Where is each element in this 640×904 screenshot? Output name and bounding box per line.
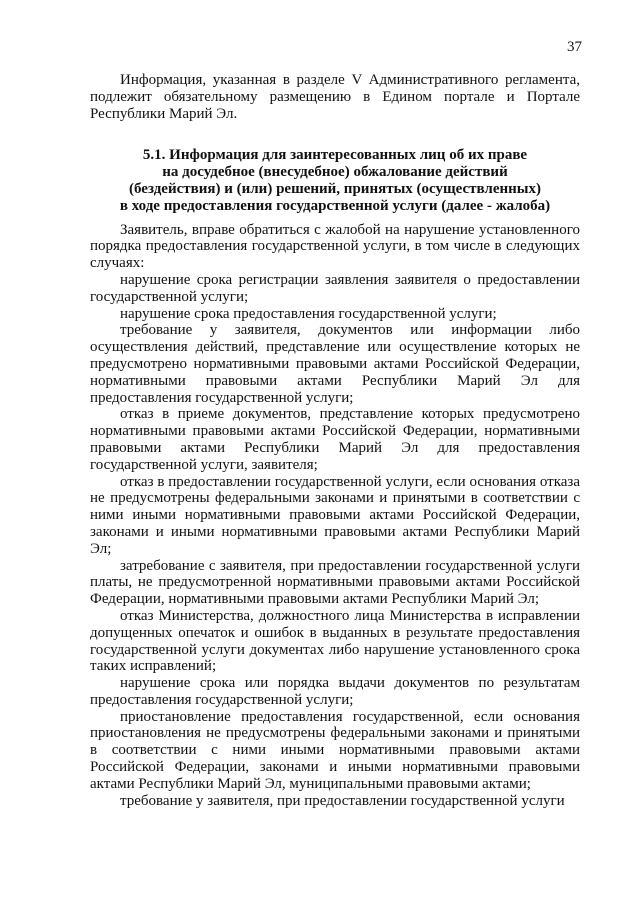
body-paragraph: нарушение срока регистрации заявления заявителя о предоставлении государственной услуги;: [90, 271, 580, 305]
page-content: [90, 72, 580, 809]
body-paragraph: приостановление предоставления государственной, если основания приостановления не предусмотрены федеральными законами и принятыми в соответствии с ними иными нормативными правовыми актами Российской Федерации, законами и иными нормативными правовыми актами Республики Марий Эл, муниципальными правовыми актами;: [90, 708, 580, 792]
intro-paragraph: Информация, указанная в разделе V Административного регламента, подлежит обязательному размещению в Едином портале и Портале Республики Марий Эл.: [90, 72, 580, 122]
body-paragraph: отказ в приеме документов, представление которых предусмотрено нормативными правовыми актами Российской Федерации, нормативными правовыми актами Республики Марий Эл для предоставления государственной услуги, заявителя;: [90, 406, 580, 473]
body-paragraph: нарушение срока или порядка выдачи документов по результатам предоставления государственной услуги;: [90, 675, 580, 708]
section-heading-line: (бездействия) и (или) решений, принятых (осуществленных): [129, 180, 541, 197]
body-paragraph: Заявитель, вправе обратиться с жалобой на нарушение установленного порядка предоставления государственной услуги, в том числе в следующих случаях:: [90, 221, 580, 272]
page-number: 37: [567, 39, 582, 55]
body-paragraph: отказ Министерства, должностного лица Министерства в исправлении допущенных опечаток и ошибок в выданных в результате предоставления государственной услуги документах либо нарушение установленного срока таких исправлений;: [90, 607, 580, 675]
section-heading-line: на досудебное (внесудебное) обжалование действий: [162, 164, 508, 181]
section-heading-line: 5.1. Информация для заинтересованных лиц об их праве: [142, 147, 528, 164]
body-paragraph: отказ в предоставлении государственной услуги, если основания отказа не предусмотрены федеральными законами и принятыми в соответствии с ними иными нормативными правовыми актами Российской Федерации, законами и иными нормативными правовыми актами Республики Марий Эл;: [90, 473, 580, 557]
body-paragraph: требование у заявителя, при предоставлении государственной услуги: [120, 792, 565, 809]
section-heading-line: в ходе предоставления государственной услуги (далее - жалоба): [119, 197, 551, 214]
body-paragraph: затребование с заявителя, при предоставлении государственной услуги платы, не предусмотренной нормативными правовыми актами Российской Федерации, нормативными правовыми актами Республики Марий Эл;: [90, 557, 580, 608]
body-paragraph: требование у заявителя, документов или информации либо осуществления действий, представление или осуществление которых не предусмотрено нормативными правовыми актами Российской Федерации, нормативными правовыми актами Республики Марий Эл для предоставления государственной услуги;: [90, 322, 580, 406]
section-spacer: [90, 122, 580, 147]
section-heading: [90, 147, 580, 214]
body-paragraph: нарушение срока предоставления государственной услуги;: [120, 305, 497, 322]
